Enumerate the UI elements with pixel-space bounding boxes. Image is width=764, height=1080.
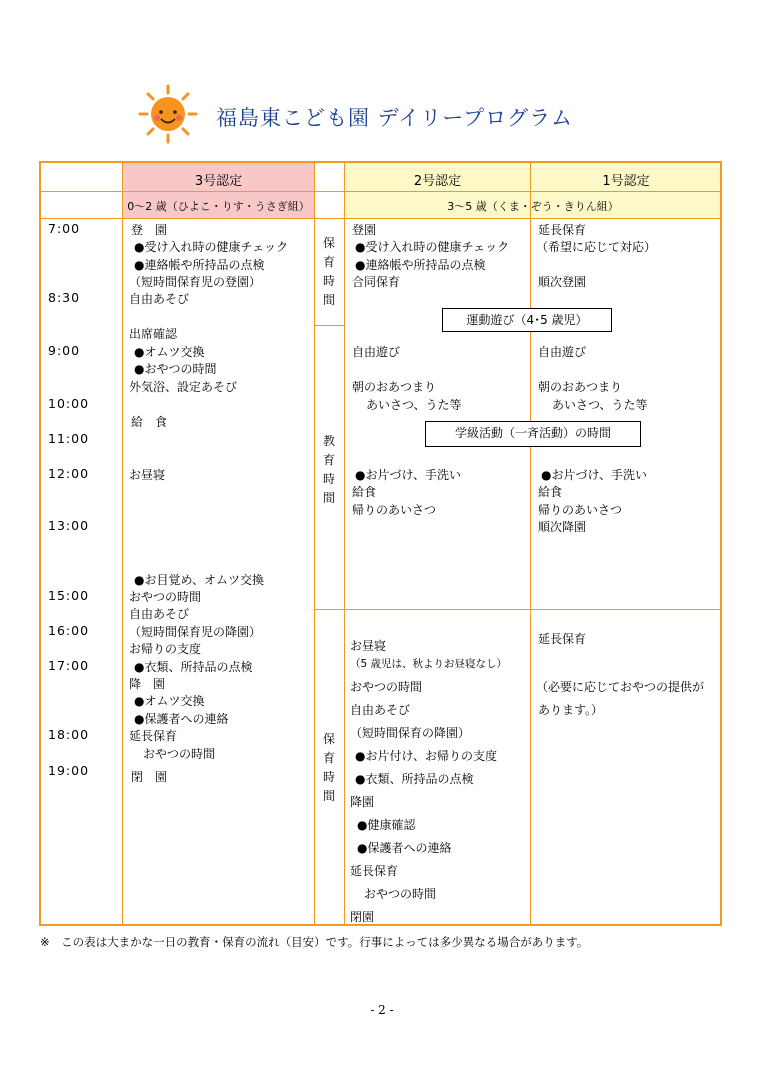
col1-text: （必要に応じておやつの提供が	[536, 680, 705, 694]
time-label: 17:00	[48, 658, 90, 673]
col3-text: （短時間保育児の登園）	[129, 275, 262, 289]
col3-text: ●おやつの時間	[134, 362, 217, 376]
gakkyu-katsudo-box: 学級活動（一斉活動）の時間	[425, 421, 641, 447]
col3-text: ●衣類、所持品の点検	[134, 660, 253, 674]
col3-text: 出席確認	[129, 327, 178, 341]
col2-text: （5 歳児は、秋よりお昼寝なし）	[350, 658, 508, 670]
col3-text: ●連絡帳や所持品の点検	[134, 258, 265, 272]
col2-text: （短時間保育の降園）	[350, 726, 471, 740]
col1-text: あります。）	[538, 703, 604, 717]
col3-text: 降 園	[129, 677, 166, 691]
col2-text: ●健康確認	[357, 818, 416, 832]
time-label: 10:00	[48, 396, 90, 411]
col3-text: 給 食	[131, 415, 168, 429]
time-label: 9:00	[48, 343, 81, 358]
page-title: 福島東こども園 デイリープログラム	[216, 106, 573, 130]
col3-text: ●受け入れ時の健康チェック	[134, 240, 289, 254]
vertical-label-hoiku-am: 保 育 時 間	[322, 236, 335, 307]
col2-text: ●お片づけ、手洗い	[355, 468, 461, 482]
col2-text: 延長保育	[350, 864, 399, 878]
col2-text: ●保護者への連絡	[357, 841, 452, 855]
time-label: 19:00	[48, 763, 90, 778]
col1-text: （希望に応じて対応）	[536, 240, 657, 254]
col2-text: ●衣類、所持品の点検	[355, 772, 474, 786]
time-label: 18:00	[48, 727, 90, 742]
col3-text: おやつの時間	[129, 590, 202, 604]
grid-line	[40, 191, 721, 192]
vertical-label-hoiku-pm: 保 育 時 間	[322, 732, 335, 803]
time-label: 11:00	[48, 431, 90, 446]
col2-text: あいさつ、うた等	[366, 398, 462, 412]
col3-text: ●オムツ交換	[134, 345, 205, 359]
time-label: 15:00	[48, 588, 90, 603]
col2-text: 自由遊び	[352, 345, 401, 359]
col3-text: 自由あそび	[129, 607, 190, 621]
col2-text: 閉園	[350, 910, 375, 924]
grid-line	[40, 218, 721, 219]
col3-text: （短時間保育児の降園）	[129, 625, 262, 639]
col3-text: おやつの時間	[143, 747, 216, 761]
vertical-label-kyoiku: 教 育 時 間	[322, 434, 335, 505]
time-label: 8:30	[48, 290, 81, 305]
time-label: 12:00	[48, 466, 90, 481]
col3-text: 登 園	[131, 223, 168, 237]
col2-text: 合同保育	[352, 275, 401, 289]
header-3go: 3号認定	[194, 174, 243, 189]
col2-text: ●受け入れ時の健康チェック	[355, 240, 510, 254]
col3-text: 外気浴、設定あそび	[129, 380, 238, 394]
col3-text: ●オムツ交換	[134, 694, 205, 708]
col2-text: 朝のおあつまり	[352, 380, 437, 394]
grid-line	[315, 609, 721, 610]
col3-text: 自由あそび	[129, 292, 190, 306]
col1-text: 延長保育	[538, 632, 587, 646]
col3-text: お帰りの支度	[129, 642, 202, 656]
grid-line	[344, 162, 345, 925]
col1-text: 延長保育	[538, 223, 587, 237]
col2-text: ●連絡帳や所持品の点検	[355, 258, 486, 272]
grid-line	[314, 162, 315, 925]
page-number: - 2 -	[370, 1003, 394, 1017]
footnote: ※ この表は大まかな一日の教育・保育の流れ（目安）です。行事によっては多少異なる場合があります。	[40, 935, 589, 949]
col1-text: 朝のおあつまり	[538, 380, 623, 394]
time-label: 7:00	[48, 221, 81, 236]
time-label: 16:00	[48, 623, 90, 638]
col3-text: 延長保育	[129, 729, 178, 743]
col1-text: あいさつ、うた等	[552, 398, 648, 412]
col2-text: 給食	[352, 485, 377, 499]
col3-text: ●保護者への連絡	[134, 712, 229, 726]
col1-text: 順次降園	[538, 520, 587, 534]
col3-text: お昼寝	[129, 468, 166, 482]
col2-text: 自由あそび	[350, 703, 411, 717]
col2-text: ●お片付け、お帰りの支度	[355, 749, 497, 763]
grid-line	[315, 325, 345, 326]
time-label: 13:00	[48, 518, 90, 533]
col3-text: ●お目覚め、オムツ交換	[134, 573, 264, 587]
col3-text: 閉 園	[131, 770, 168, 784]
col1-text: 帰りのあいさつ	[538, 503, 623, 517]
grid-line	[122, 162, 123, 925]
age-col21: 3～5 歳（くま・ぞう・きりん組）	[447, 200, 619, 213]
title-area	[138, 84, 618, 144]
col2-text: 帰りのあいさつ	[352, 503, 437, 517]
age-col3: 0～2 歳（ひよこ・りす・うさぎ組）	[127, 200, 310, 213]
col1-text: 順次登園	[538, 275, 587, 289]
col1-text: 給食	[538, 485, 563, 499]
col1-text: 自由遊び	[538, 345, 587, 359]
sun-icon	[138, 84, 198, 144]
header-1go: 1号認定	[602, 174, 650, 189]
col2-text: おやつの時間	[364, 887, 437, 901]
col2-text: おやつの時間	[350, 680, 423, 694]
header-2go: 2号認定	[413, 174, 462, 189]
col1-text: ●お片づけ、手洗い	[541, 468, 647, 482]
col2-text: 登園	[352, 223, 377, 237]
col2-text: お昼寝	[350, 639, 387, 653]
undo-asobi-box: 運動遊び（4･5 歳児）	[442, 308, 612, 332]
col2-text: 降園	[350, 795, 375, 809]
